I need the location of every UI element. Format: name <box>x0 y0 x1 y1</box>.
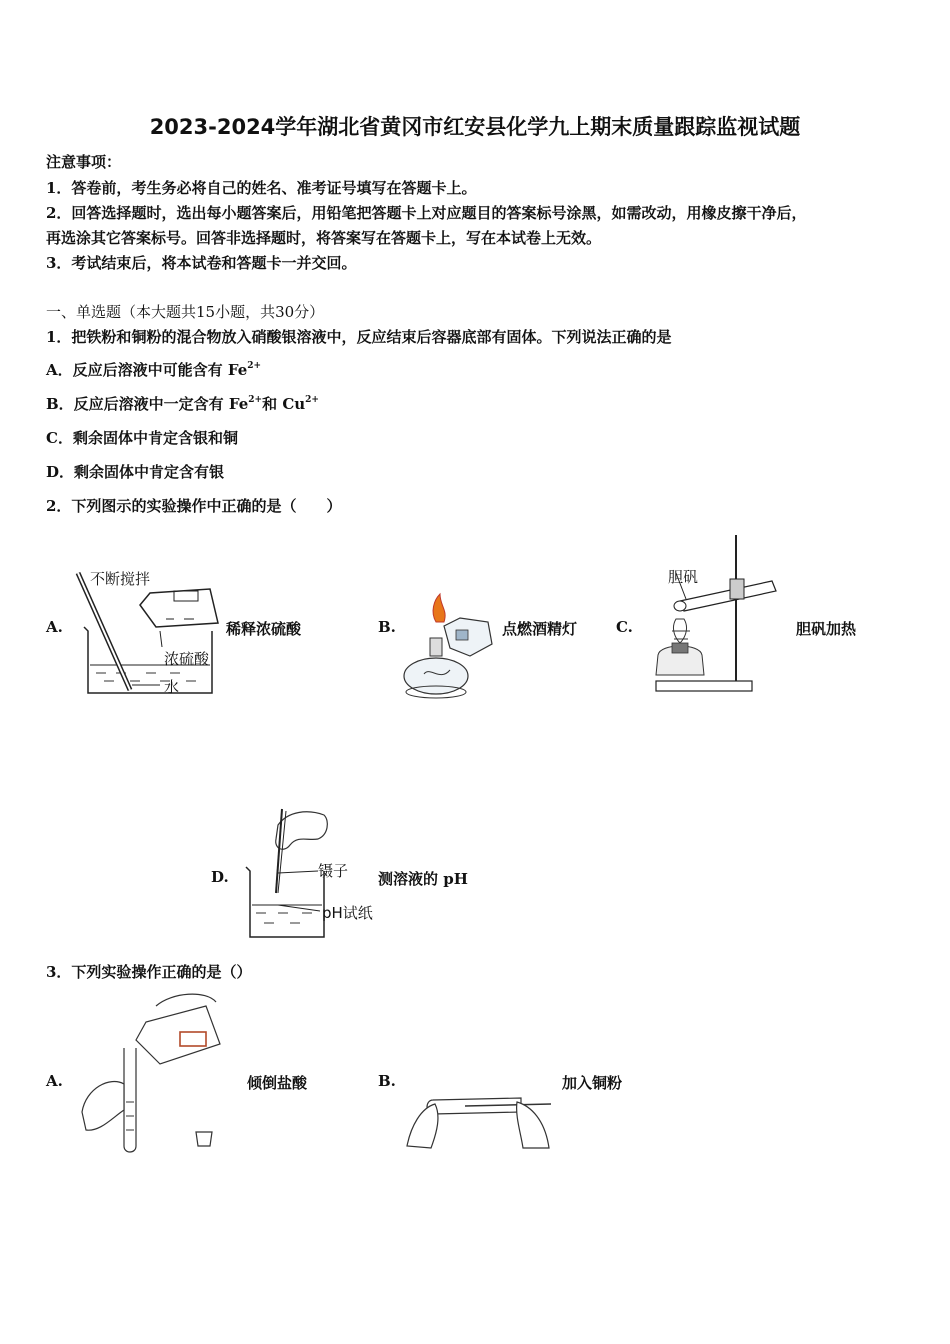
fig-label-conc-acid: 浓硫酸 <box>164 650 210 668</box>
question-1-option-a <box>46 360 261 380</box>
ph-test-illustration <box>238 805 378 945</box>
fig-label-tweezers: 镊子 <box>318 862 349 880</box>
q2-option-c-letter: C. <box>616 618 633 636</box>
question-1-option-d: D．剩余固体中肯定含有银 <box>46 463 225 481</box>
option-a-text: A．反应后溶液中可能含有 Fe <box>46 361 248 379</box>
fig-label-copper-sulfate: 胆矾 <box>668 568 699 586</box>
q3-option-b-caption: 加入铜粉 <box>562 1074 623 1092</box>
q2-option-a-caption: 稀释浓硫酸 <box>226 620 302 638</box>
alcohol-lamp-illustration <box>400 592 500 702</box>
q2-option-c-caption: 胆矾加热 <box>796 620 857 638</box>
ion-charge: 2+ <box>305 395 319 405</box>
page-title: 2023-2024学年湖北省黄冈市红安县化学九上期末质量跟踪监视试题 <box>149 115 801 139</box>
question-2-stem: 2．下列图示的实验操作中正确的是（ ） <box>46 497 342 515</box>
ion-charge: 2+ <box>248 395 263 405</box>
option-b-text: B．反应后溶液中一定含有 Fe <box>46 395 249 413</box>
q2-option-b-caption: 点燃酒精灯 <box>502 620 578 638</box>
question-3-stem: 3．下列实验操作正确的是（） <box>46 963 252 981</box>
notice-item-1: 1．答卷前，考生务必将自己的姓名、准考证号填写在答题卡上。 <box>46 179 477 197</box>
notice-item-2: 2．回答选择题时，选出每小题答案后，用铅笔把答题卡上对应题目的答案标号涂黑，如需改动，用橡皮擦干净后， <box>46 204 807 222</box>
heating-copper-sulfate-illustration <box>650 535 790 700</box>
question-1-option-b <box>46 394 319 414</box>
adding-copper-powder-illustration <box>405 1086 555 1158</box>
q2-option-b-letter: B. <box>378 618 396 636</box>
fig-label-ph-paper: pH试纸 <box>322 904 373 922</box>
ion-charge: 2+ <box>247 361 262 371</box>
q2-option-d-letter: D. <box>211 868 229 886</box>
notice-item-2-cont: 再选涂其它答案标号。回答非选择题时，将答案写在答题卡上，写在本试卷上无效。 <box>46 229 602 247</box>
q2-option-d-caption: 测溶液的 pH <box>378 870 468 888</box>
fig-label-water: 水 <box>164 678 180 696</box>
question-1-stem: 1．把铁粉和铜粉的混合物放入硝酸银溶液中，反应结束后容器底部有固体。下列说法正确的是 <box>46 328 672 346</box>
option-b-text-cont: 和 Cu <box>262 395 306 413</box>
notice-item-3: 3．考试结束后，将本试卷和答题卡一并交回。 <box>46 254 357 272</box>
notice-heading: 注意事项： <box>46 153 122 171</box>
section-heading: 一、单选题（本大题共15小题，共30分） <box>46 303 325 321</box>
q3-option-b-letter: B. <box>378 1072 396 1090</box>
q3-option-a-letter: A. <box>46 1072 63 1090</box>
fig-label-stir: 不断搅拌 <box>90 570 151 588</box>
q3-option-a-caption: 倾倒盐酸 <box>247 1074 308 1092</box>
pouring-acid-illustration <box>76 992 226 1162</box>
q2-option-a-letter: A. <box>46 618 63 636</box>
question-1-option-c: C．剩余固体中肯定含银和铜 <box>46 429 238 447</box>
